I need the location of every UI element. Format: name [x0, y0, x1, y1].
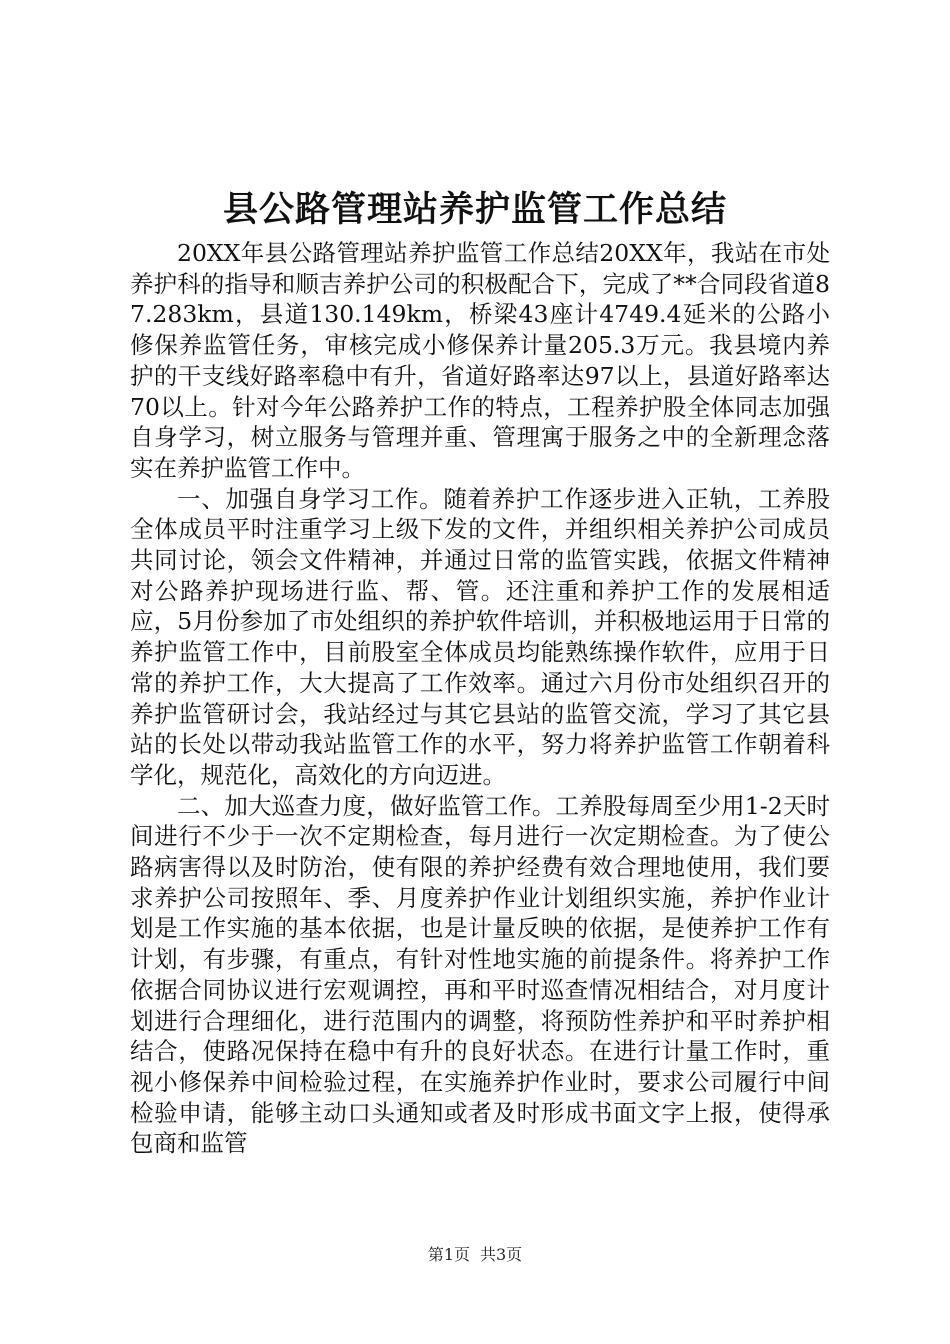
page-total: 共3页 [480, 1245, 523, 1264]
paragraph-section-1: 一、加强自身学习工作。随着养护工作逐步进入正轨，工养股全体成员平时注重学习上级下发的文件，并组织相关养护公司成员共同讨论，领会文件精神，并通过日常的监管实践，依据文件精神对公路养护现场进行监、帮、管。还注重和养护工作的发展相适应，5月份参加了市处组织的养护软件培训，并积极地运用于日常的养护监管工作中，目前股室全体成员均能熟练操作软件，应用于日常的养护工作，大大提高了工作效率。通过六月份市处组织召开的养护监管研讨会，我站经过与其它县站的监管交流，学习了其它县站的长处以带动我站监管工作的水平，努力将养护监管工作朝着科学化，规范化，高效化的方向迈进。 [130, 484, 830, 789]
page-footer [0, 1245, 950, 1265]
paragraph-section-2: 二、加大巡查力度，做好监管工作。工养股每周至少用1-2天时间进行不少于一次不定期检查，每月进行一次定期检查。为了使公路病害得以及时防治，使有限的养护经费有效合理地使用，我们要求养护公司按照年、季、月度养护作业计划组织实施，养护作业计划是工作实施的基本依据，也是计量反映的依据，是使养护工作有计划，有步骤，有重点，有针对性地实施的前提条件。将养护工作依据合同协议进行宏观调控，再和平时巡查情况相结合，对月度计划进行合理细化，进行范围内的调整，将预防性养护和平时养护相结合，使路况保持在稳中有升的良好状态。在进行计量工作时，重视小修保养中间检验过程，在实施养护作业时，要求公司履行中间检验申请，能够主动口头通知或者及时形成书面文字上报，使得承包商和监管 [130, 791, 830, 1158]
page-number: 第1页 [427, 1245, 470, 1264]
document-title: 县公路管理站养护监管工作总结 [222, 189, 727, 230]
paragraph-intro: 20XX年县公路管理站养护监管工作总结20XX年，我站在市处养护科的指导和顺吉养护公司的积极配合下，完成了**合同段省道87.283km，县道130.149km，桥梁43座计4749.4延米的公路小修保养监管任务，审核完成小修保养计量205.3万元。我县境内养护的干支线好路率稳中有升，省道好路率达97以上，县道好路率达70以上。针对今年公路养护工作的特点，工程养护股全体同志加强自身学习，树立服务与管理并重、管理寓于服务之中的全新理念落实在养护监管工作中。 [130, 239, 830, 482]
document-body [130, 238, 830, 1159]
